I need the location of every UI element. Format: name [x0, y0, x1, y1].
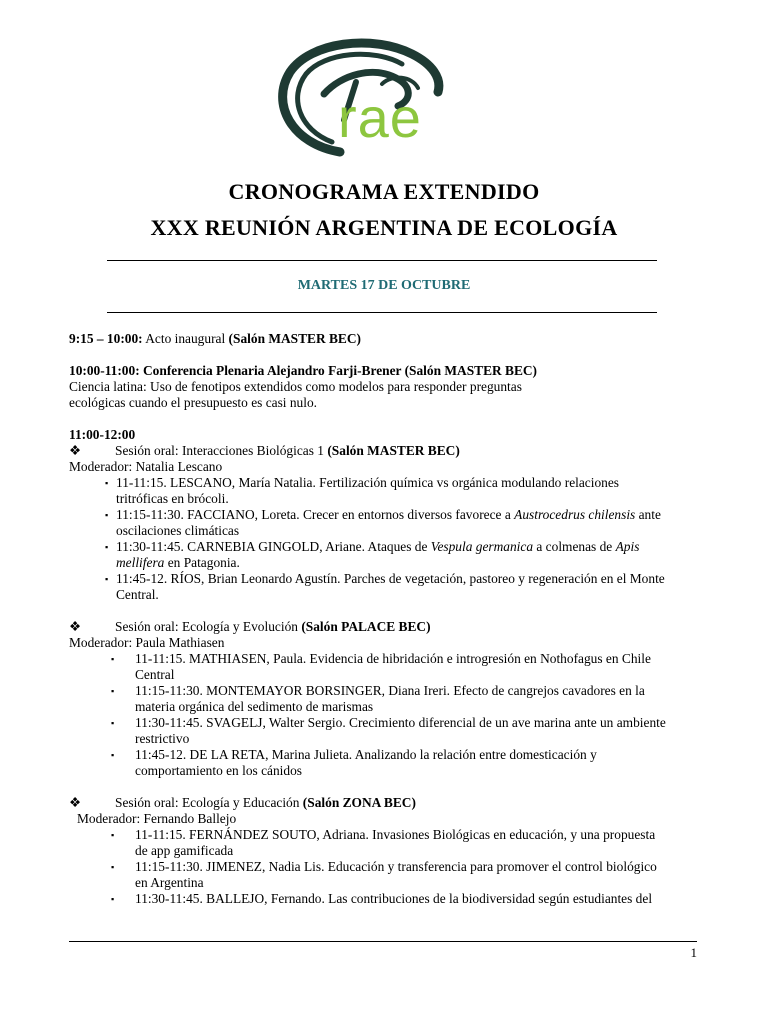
list-item: ▪ 11:30-11:45. CARNEBIA GINGOLD, Ariane. Ataques de Vespula germanica a colmenas de Apis mellifera en Patagonia.	[105, 539, 640, 570]
session-3-list	[69, 827, 709, 907]
plenary-desc-2: ecológicas cuando el presupuesto es casi nulo.	[69, 395, 318, 410]
bullet-icon: ▪	[111, 718, 115, 728]
page-number: 1	[690, 945, 697, 960]
session-3-header: ❖ Sesión oral: Ecología y Educación (Salón ZONA BEC)	[69, 795, 416, 810]
session-2-moderator: Moderador: Paula Mathiasen	[69, 635, 225, 650]
bullet-icon: ▪	[105, 478, 109, 488]
diamond-icon: ❖	[69, 619, 82, 634]
list-item: ▪ 11-11:15. LESCANO, María Natalia. Fertilización química vs orgánica modulando relaciones tritróficas en brócoli.	[105, 475, 620, 506]
list-item: ▪ 11:15-11:30. MONTEMAYOR BORSINGER, Diana Ireri. Efecto de cangrejos cavadores en la materia orgánica del sedimento de marismas	[111, 683, 645, 714]
doc-title: CRONOGRAMA EXTENDIDO	[228, 179, 540, 204]
date-heading: MARTES 17 DE OCTUBRE	[297, 278, 471, 293]
session-2-header: ❖ Sesión oral: Ecología y Evolución (Salón PALACE BEC)	[69, 619, 431, 634]
footer-divider	[69, 941, 697, 942]
block-plenary-header: 10:00-11:00: Conferencia Plenaria Alejandro Farji-Brener (Salón MASTER BEC)	[69, 363, 538, 378]
list-item: ▪ 11:15-11:30. FACCIANO, Loreta. Crecer en entornos diversos favorece a Austrocedrus chilensis ante oscilaciones climáticas	[105, 507, 661, 538]
diamond-icon: ❖	[69, 795, 82, 810]
bullet-icon: ▪	[111, 894, 115, 904]
doc-subtitle: XXX REUNIÓN ARGENTINA DE ECOLOGÍA	[150, 215, 618, 240]
session-1-moderator: Moderador: Natalia Lescano	[69, 459, 223, 474]
bullet-icon: ▪	[105, 510, 109, 520]
session-1-list	[69, 475, 709, 603]
divider-top	[107, 260, 657, 261]
list-item: ▪ 11:30-11:45. SVAGELJ, Walter Sergio. Crecimiento diferencial de un ave marina ante un ambiente restrictivo	[111, 715, 666, 746]
bullet-icon: ▪	[111, 750, 115, 760]
list-item: ▪ 11:45-12. DE LA RETA, Marina Julieta. Analizando la relación entre domesticación y comportamiento en los cánidos	[111, 747, 597, 778]
list-item: ▪ 11:15-11:30. JIMENEZ, Nadia Lis. Educación y transferencia para promover el control biológico en Argentina	[111, 859, 657, 890]
bullet-icon: ▪	[105, 542, 109, 552]
list-item: ▪ 11:30-11:45. BALLEJO, Fernando. Las contribuciones de la biodiversidad según estudiantes del	[111, 891, 653, 906]
block-time: 11:00-12:00	[69, 427, 136, 442]
diamond-icon: ❖	[69, 443, 82, 458]
block-opening: 9:15 – 10:00: Acto inaugural (Salón MASTER BEC)	[69, 331, 361, 346]
schedule-content	[69, 331, 709, 907]
bullet-icon: ▪	[111, 830, 115, 840]
plenary-desc-1: Ciencia latina: Uso de fenotipos extendidos como modelos para responder preguntas	[69, 379, 522, 394]
session-1-header: ❖ Sesión oral: Interacciones Biológicas 1 (Salón MASTER BEC)	[69, 443, 460, 458]
list-item: ▪ 11:45-12. RÍOS, Brian Leonardo Agustín. Parches de vegetación, pastoreo y regeneración en el Monte Central.	[105, 571, 665, 602]
bullet-icon: ▪	[111, 862, 115, 872]
bullet-icon: ▪	[111, 686, 115, 696]
session-2-list	[69, 651, 709, 779]
list-item: ▪ 11-11:15. FERNÁNDEZ SOUTO, Adriana. Invasiones Biológicas en educación, y una propuesta de app gamificada	[111, 827, 656, 858]
bullet-icon: ▪	[105, 574, 109, 584]
list-item: ▪ 11-11:15. MATHIASEN, Paula. Evidencia de hibridación e introgresión en Nothofagus en Chile Central	[111, 651, 651, 682]
bullet-icon: ▪	[111, 654, 115, 664]
logo-wordmark: rae	[338, 86, 422, 149]
session-3-moderator: Moderador: Fernando Ballejo	[77, 811, 237, 826]
divider-bottom	[107, 312, 657, 313]
